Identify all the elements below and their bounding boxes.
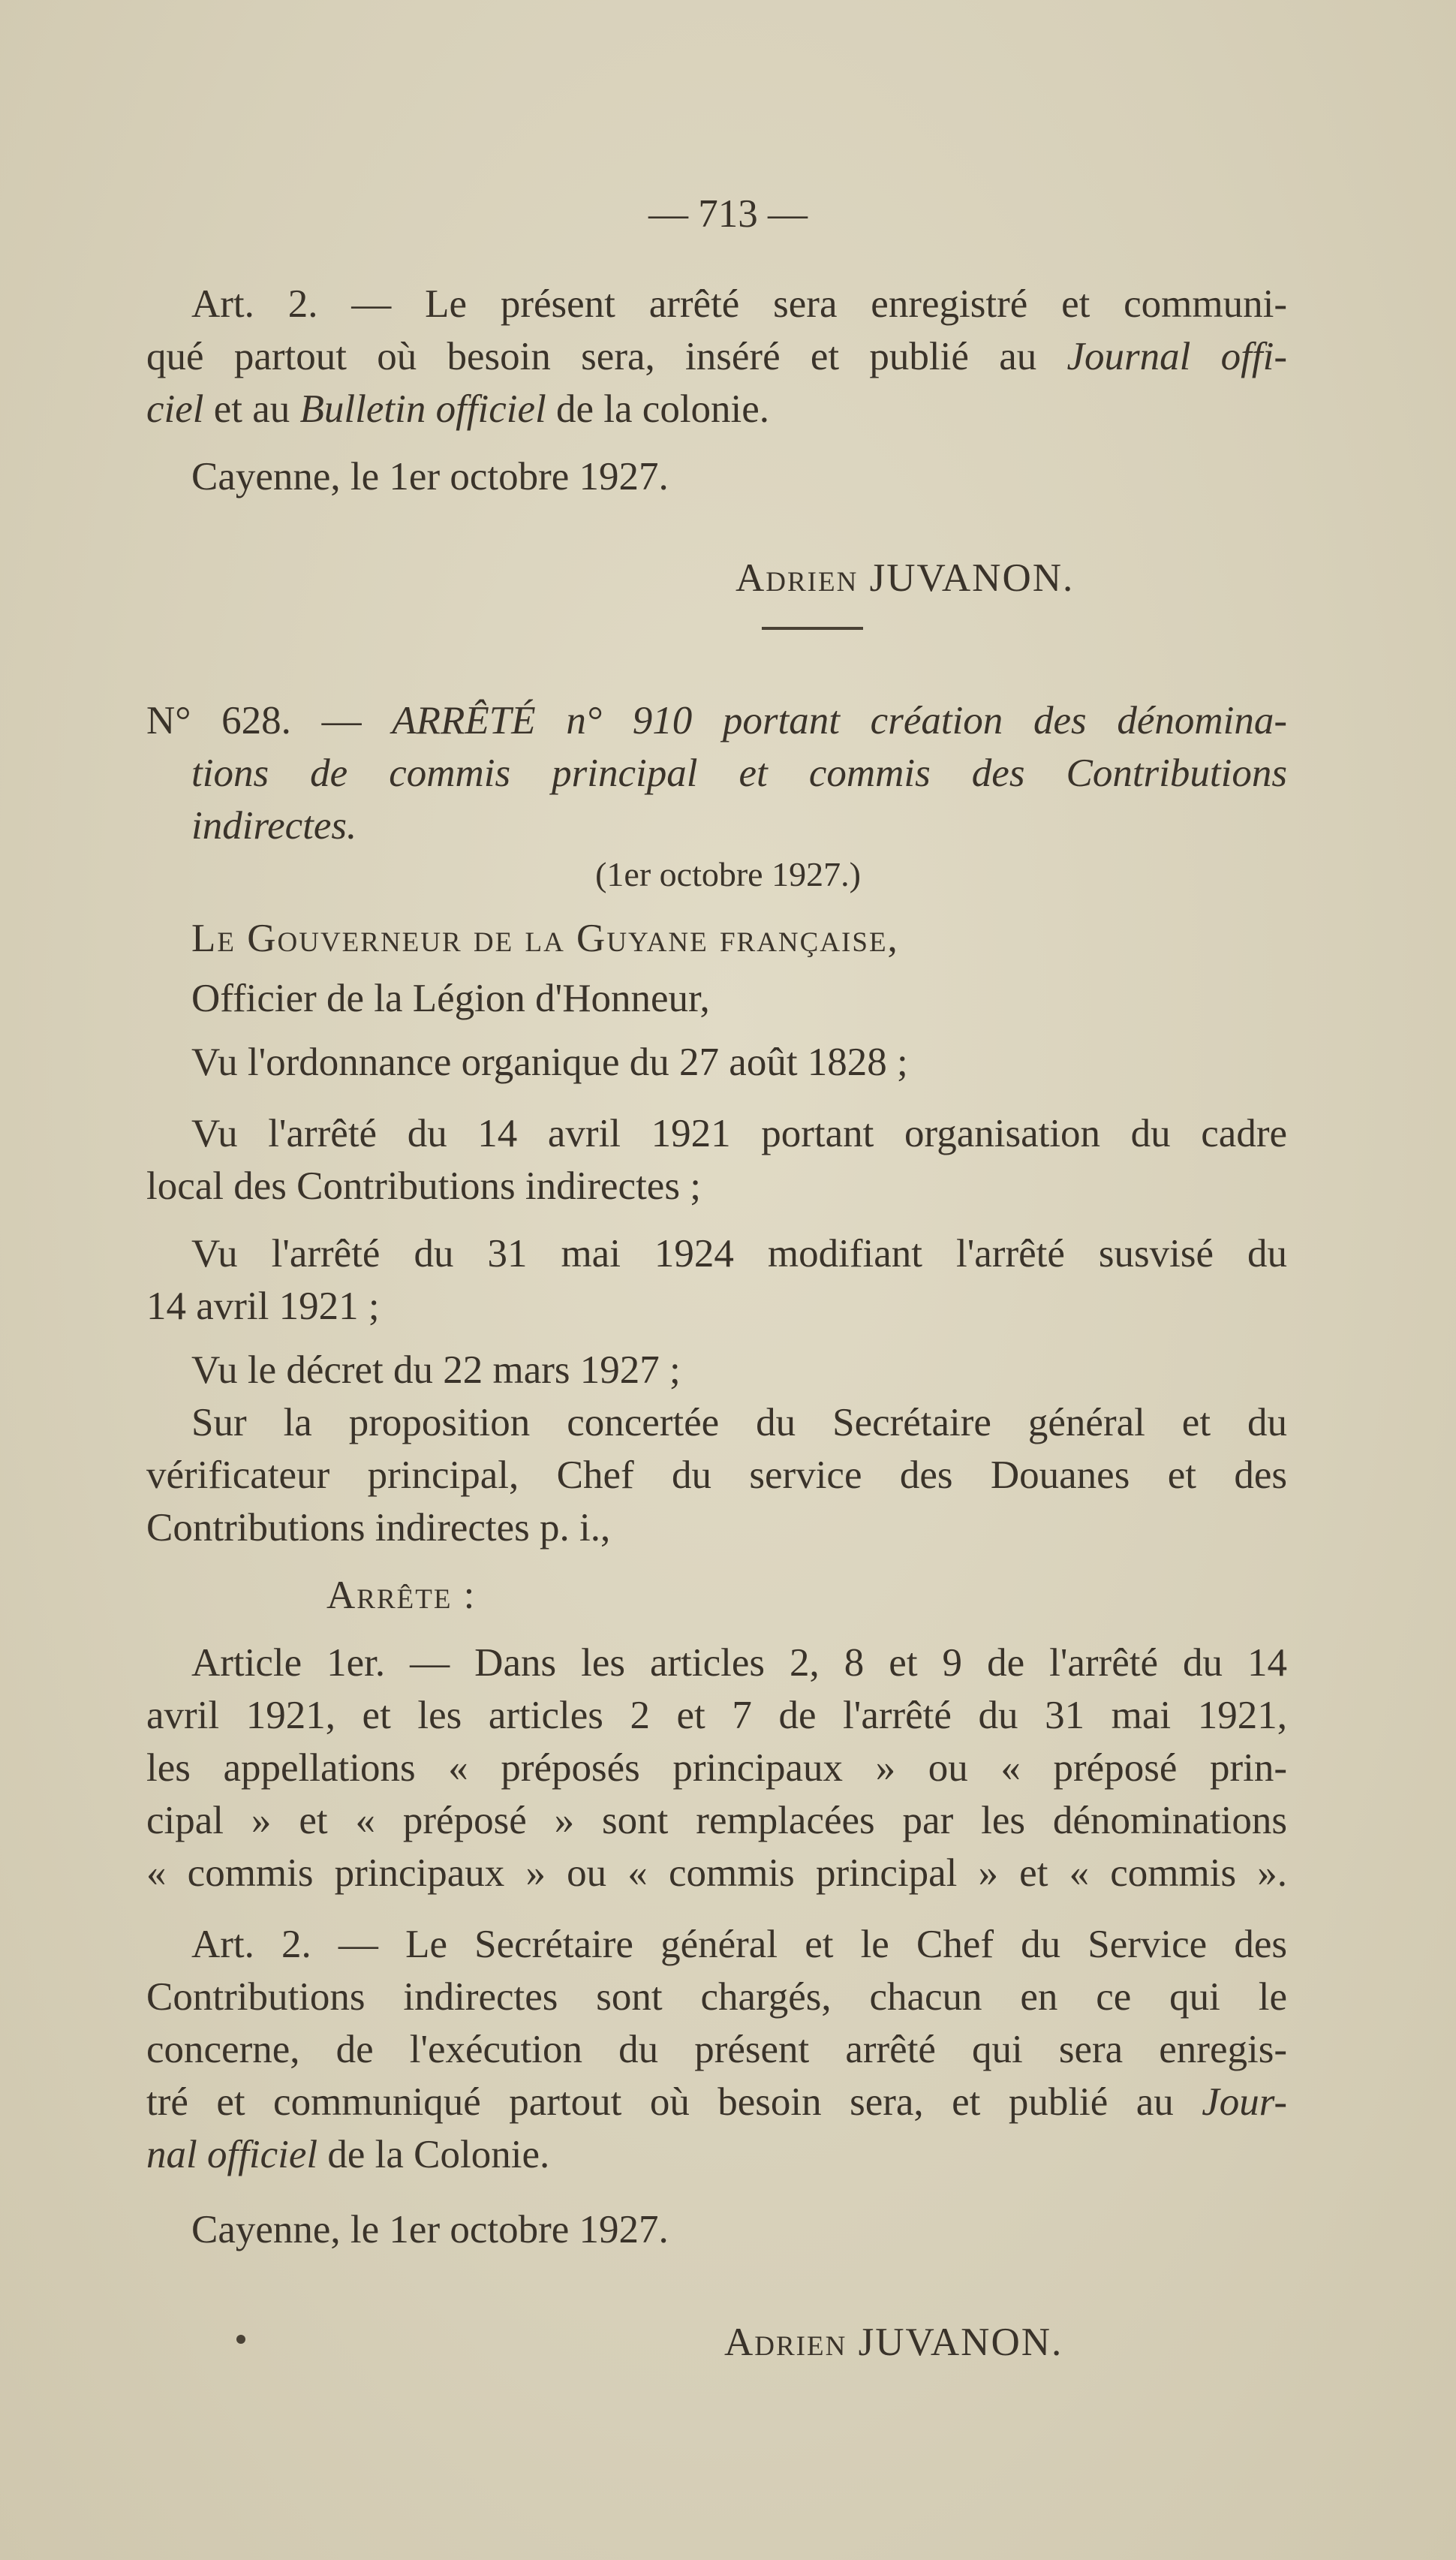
article-2-line-2: Contributions indirectes sont chargés, chacun en ce qui le xyxy=(146,1975,1287,2019)
decree-heading-line-2: tions de commis principal et commis des Contributions xyxy=(191,751,1287,795)
decree-heading-line-1 xyxy=(146,694,1287,747)
article-2-line-5 xyxy=(146,2128,549,2181)
art2-line-3-end: de la colonie. xyxy=(546,387,770,431)
article-1-line-3: les appellations « préposés principaux » ou « préposé prin- xyxy=(146,1746,1287,1790)
art2-line-2 xyxy=(146,330,1287,383)
date-line-2: Cayenne, le 1er octobre 1927. xyxy=(191,2208,669,2251)
vu-arrete-1924-line-1: Vu l'arrêté du 31 mai 1924 modifiant l'arrêté susvisé du xyxy=(191,1232,1287,1275)
art2-line-3-and: et au xyxy=(203,387,300,431)
article-2-line-5-officiel: nal officiel xyxy=(146,2133,318,2176)
governor-text: Le Gouverneur de la Guyane française, xyxy=(191,917,899,960)
decree-heading-line-3: indirectes. xyxy=(191,804,357,848)
article-1-line-4: cipal » et « préposé » sont remplacées par les dénominations xyxy=(146,1799,1287,1842)
decree-date: (1er octobre 1927.) xyxy=(595,855,861,893)
date-line-1: Cayenne, le 1er octobre 1927. xyxy=(191,455,669,498)
article-2-line-1: Art. 2. — Le Secrétaire général et le Chef du Service des xyxy=(191,1923,1287,1966)
article-1-line-5: « commis principaux » ou « commis principal » et « commis ». xyxy=(146,1851,1287,1895)
article-2-line-4 xyxy=(146,2076,1287,2128)
ink-speck xyxy=(236,2335,245,2344)
art2-line-1: Art. 2. — Le présent arrêté sera enregistré et communi- xyxy=(191,282,1287,326)
art2-line-2-journal: Journal offi- xyxy=(1066,335,1288,378)
article-1-line-2: avril 1921, et les articles 2 et 7 de l'arrêté du 31 mai 1921, xyxy=(146,1694,1287,1737)
vu-decret: Vu le décret du 22 mars 1927 ; xyxy=(191,1348,681,1392)
signature-1: Adrien JUVANON. xyxy=(736,556,1075,600)
signature-2: Adrien JUVANON. xyxy=(724,2321,1063,2364)
sur-proposition-line-2: vérificateur principal, Chef du service des Douanes et des xyxy=(146,1453,1287,1497)
article-2-line-5-end: de la Colonie. xyxy=(317,2133,550,2176)
sur-proposition-line-3: Contributions indirectes p. i., xyxy=(146,1506,611,1550)
sur-proposition-line-1: Sur la proposition concertée du Secrétaire général et du xyxy=(191,1401,1287,1444)
article-2-line-4-text: tré et communiqué partout où besoin sera, et publié au xyxy=(146,2080,1202,2124)
art2-line-2-text: qué partout où besoin sera, inséré et publié au xyxy=(146,335,1067,378)
separator-rule xyxy=(762,627,863,630)
governor-line xyxy=(191,912,899,965)
vu-arrete-1921-line-2: local des Contributions indirectes ; xyxy=(146,1164,701,1208)
decree-title-1: ARRÊTÉ n° 910 portant création des dénomina- xyxy=(392,699,1287,742)
decree-number: N° 628. — xyxy=(146,699,393,742)
article-1-line-1: Article 1er. — Dans les articles 2, 8 et 9 de l'arrêté du 14 xyxy=(191,1641,1287,1685)
art2-line-3-bulletin: Bulletin officiel xyxy=(299,387,546,431)
vu-arrete-1924-line-2: 14 avril 1921 ; xyxy=(146,1285,380,1328)
art2-line-3-ciel: ciel xyxy=(146,387,204,431)
vu-arrete-1921-line-1: Vu l'arrêté du 14 avril 1921 portant organisation du cadre xyxy=(191,1112,1287,1155)
arrete-heading: Arrête : xyxy=(326,1574,477,1617)
article-2-line-4-journal: Jour- xyxy=(1202,2080,1287,2124)
page-number: — 713 — xyxy=(648,192,808,236)
article-2-line-3: concerne, de l'exécution du présent arrêté qui sera enregis- xyxy=(146,2028,1287,2071)
officer-line: Officier de la Légion d'Honneur, xyxy=(191,977,710,1020)
art2-line-3 xyxy=(146,383,1287,435)
vu-ordonnance: Vu l'ordonnance organique du 27 août 1828 ; xyxy=(191,1041,908,1084)
